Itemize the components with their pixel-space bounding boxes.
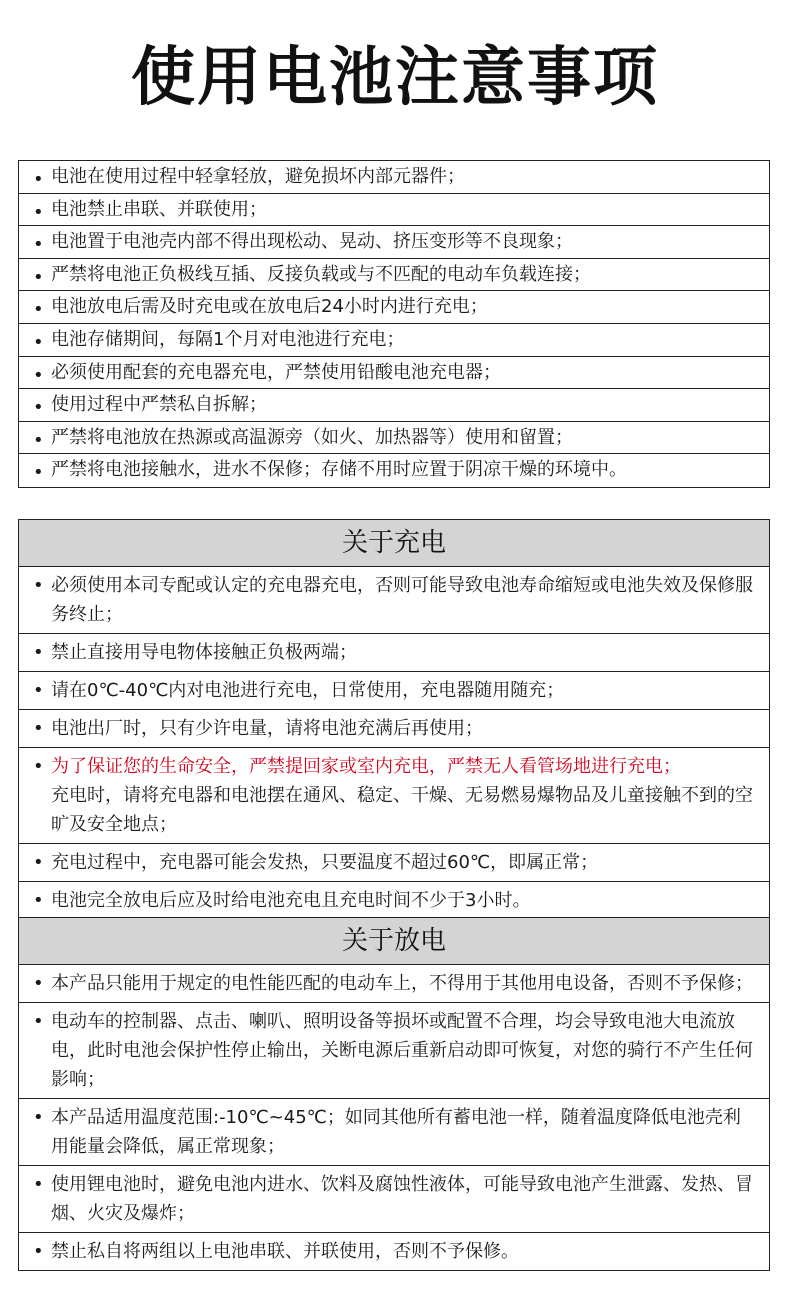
list-item: [19, 1233, 769, 1270]
bullet-icon: •: [33, 680, 44, 701]
item-text: 电池禁止串联、并联使用；: [51, 198, 267, 220]
bullet-icon: •: [33, 201, 44, 223]
bullet-icon: •: [33, 718, 44, 739]
safety-warning-text: 为了保证您的生命安全，严禁提回家或室内充电，严禁无人看管场地进行充电；: [51, 756, 681, 777]
bullet-icon: •: [33, 973, 44, 994]
item-text: 禁止私自将两组以上电池串联、并联使用，否则不予保修。: [51, 1241, 519, 1262]
item-text: 电池置于电池壳内部不得出现松动、晃动、挤压变形等不良现象；: [51, 231, 573, 253]
list-item: [19, 161, 769, 194]
bullet-icon: •: [33, 1011, 44, 1032]
bullet-icon: •: [33, 1241, 44, 1262]
list-item: [19, 965, 769, 1003]
item-text: 严禁将电池放在热源或高温源旁（如火、加热器等）使用和留置；: [51, 426, 573, 448]
item-text: 请在0℃-40℃内对电池进行充电，日常使用，充电器随用随充；: [51, 680, 565, 701]
list-item: [19, 844, 769, 882]
bullet-icon: •: [33, 364, 44, 386]
bullet-icon: •: [33, 462, 44, 484]
list-item: [19, 291, 769, 324]
item-text: 必须使用本司专配或认定的充电器充电，否则可能导致电池寿命缩短或电池失效及保修服务终止；: [51, 575, 753, 625]
list-item: [19, 634, 769, 672]
item-text: 电池完全放电后应及时给电池充电且充电时间不少于3小时。: [51, 890, 531, 911]
list-item: [19, 226, 769, 259]
list-item: [19, 882, 769, 919]
page-title: 使用电池注意事项: [131, 41, 659, 115]
item-text: 使用过程中严禁私自拆解；: [51, 394, 267, 416]
bullet-icon: •: [33, 852, 44, 873]
general-precautions-section: [18, 160, 770, 488]
item-text: 严禁将电池正负极线互插、反接负载或与不匹配的电动车负载连接；: [51, 263, 591, 285]
list-item: [19, 1166, 769, 1233]
section-title-charging: 关于充电: [19, 520, 769, 567]
list-item: [19, 357, 769, 390]
item-text: 电池放电后需及时充电或在放电后24小时内进行充电；: [51, 296, 488, 318]
item-text: 本产品只能用于规定的电性能匹配的电动车上，不得用于其他用电设备，否则不予保修；: [51, 973, 753, 994]
bullet-icon: •: [33, 575, 44, 596]
bullet-icon: •: [33, 234, 44, 256]
item-text: 电池存储期间，每隔1个月对电池进行充电；: [51, 328, 405, 350]
bullet-icon: •: [33, 1107, 44, 1128]
list-item: [19, 194, 769, 227]
bullet-icon: •: [33, 890, 44, 911]
bullet-icon: •: [33, 642, 44, 663]
bullet-icon: •: [33, 1174, 44, 1195]
list-item: [19, 422, 769, 455]
bullet-icon: •: [33, 397, 44, 419]
item-text: 电动车的控制器、点击、喇叭、照明设备等损坏或配置不合理，均会导致电池大电流放电，此时电池会保护性停止输出，关断电源后重新启动即可恢复，对您的骑行不产生任何影响；: [51, 1011, 753, 1090]
bullet-icon: •: [33, 331, 44, 353]
list-item: [19, 567, 769, 634]
item-text: 严禁将电池接触水，进水不保修；存储不用时应置于阴凉干燥的环境中。: [51, 459, 627, 481]
bullet-icon: •: [33, 266, 44, 288]
item-text: 本产品适用温度范围:-10℃~45℃；如同其他所有蓄电池一样，随着温度降低电池壳利用能量会降低，属正常现象；: [51, 1107, 741, 1157]
item-text: 电池在使用过程中轻拿轻放，避免损坏内部元器件；: [51, 166, 465, 187]
item-text: 必须使用配套的充电器充电，严禁使用铅酸电池充电器；: [51, 361, 501, 383]
list-item: [19, 324, 769, 357]
bullet-icon: •: [33, 299, 44, 321]
bullet-icon: •: [33, 169, 44, 190]
list-item: [19, 1003, 769, 1099]
item-text: 使用锂电池时，避免电池内进水、饮料及腐蚀性液体，可能导致电池产生泄露、发热、冒烟、火灾及爆炸；: [51, 1174, 753, 1224]
charging-section: [18, 519, 770, 920]
list-item: [19, 1099, 769, 1166]
list-item: [19, 259, 769, 292]
item-text: 充电时，请将充电器和电池摆在通风、稳定、干燥、无易燃易爆物品及儿童接触不到的空旷及安全地点；: [51, 785, 753, 835]
list-item: [19, 389, 769, 422]
list-item: [19, 672, 769, 710]
list-item: [19, 748, 769, 844]
bullet-icon: •: [33, 756, 44, 777]
item-text: 充电过程中，充电器可能会发热，只要温度不超过60℃，即属正常；: [51, 852, 599, 873]
bullet-icon: •: [33, 429, 44, 451]
list-item: [19, 710, 769, 748]
section-title-discharging: 关于放电: [19, 918, 769, 965]
discharging-section: [18, 917, 770, 1271]
item-text: 禁止直接用导电物体接触正负极两端；: [51, 642, 357, 663]
list-item: [19, 454, 769, 487]
item-text: 电池出厂时，只有少许电量，请将电池充满后再使用；: [51, 718, 483, 739]
